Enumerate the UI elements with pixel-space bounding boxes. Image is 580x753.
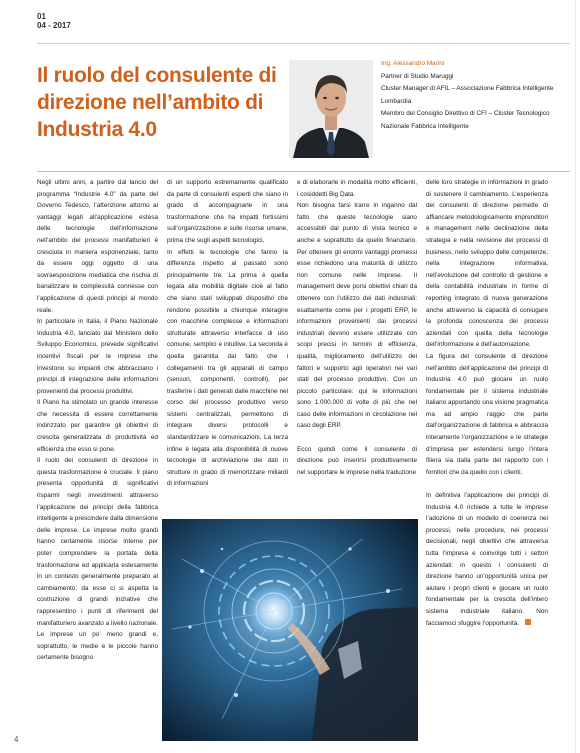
text-column-4: [426, 177, 548, 629]
author-info: [381, 58, 566, 133]
author-portrait-graphic: [289, 60, 373, 158]
issue-date: 04 - 2017: [37, 21, 71, 30]
page-number: 4: [14, 735, 19, 744]
paragraph: delle loro strategie in informazioni in grado di sostenere il cambiamento. L’esperienza dei consulenti di direzione permette di affiancare metodologicamente imprenditori e management nelle declinazione della strategia e nella revisione dei processi di business, nello sviluppo delle competenze, nella integrazione informativa, nell’evoluzione del controllo di gestione e della contabilità industriale in forme di reporting integrato di nuova generazione anche attraverso la capacità di coniugare la profonda conoscenza dei processi aziendali con quella della tecnologie dell’informazione e dell’automazione.: [426, 179, 548, 349]
paragraph: Il ruolo dei consulenti di direzione in questa trasformazione è cruciale. Il piano presenta opportunità di significativi risparmi negli investimenti attraverso l’applicazione dei principi della fabbrica intelligente a prescindere dalla dimensione delle imprese. Le imprese molto grandi hanno certamente risorse interne per poter comprendere la portata della trasformazione ed applicarla estesamente in un contesto generalmente preparato al cambiamento: da esse ci si aspetta la costruzione di grandi iniziative che rappresentino i punti di riferimenti del manifatturiero avanzato a livello nazionale. Le imprese un po’ meno grandi e, soprattutto, le medie e le piccole hanno certamente bisogno: [37, 457, 158, 662]
paragraph-final: [426, 490, 548, 629]
header-divider: [37, 43, 570, 44]
text-column-3: [297, 177, 417, 478]
paragraph: In particolare in Italia, il Piano Nazionale Industria 4.0, lanciato dal Ministero dello Sviluppo Economico, prevede significativi incentivi fiscali per le imprese che investono su impianti che abbracciano i principi di integrazione delle informazioni provenienti dai processi produttivi.: [37, 318, 158, 395]
article-photo: [162, 519, 418, 741]
issue-info: [37, 12, 71, 30]
section-divider: [37, 171, 570, 172]
paragraph: di un supporto estremamente qualificato da parte di consulenti esperti che siano in grado di accompagnarle in una trasformazione che ha impatti fortissimi sull’organizzazione e sulle risorse umane, prima che sugli aspetti tecnologici.: [167, 179, 288, 244]
paragraph: e di elaborarle in modalità molto efficienti, i cosiddetti Big Data.: [297, 179, 417, 198]
paragraph: Il Piano ha stimolato un grande interesse che necessita di essere correttamente indirizzato per garantire gli obiettivi di crescita generalizzata di produttività ed efficienza che esso si pone.: [37, 399, 158, 453]
text-column-2: [167, 177, 288, 490]
author-role: Partner di Studio Maruggi: [381, 72, 454, 80]
paragraph: Negli ultimi anni, a partire dal lancio del programma “Industrie 4.0” da parte del Governo Tedesco, l’attenzione attorno ai vantaggi legati all’applicazione estesa delle tecnologie dell’informazione nell’ambito dei processi manifatturieri è cresciuta in maniera esponenziale, tanto da essere oggi oggetto di una sovraesposizione mediatica che rischia di banalizzare le complessità connesse con l’applicazione di questi principi al mondo reale.: [37, 179, 158, 314]
paragraph: Ecco quindi come il consulente di direzione può inserirsi produttivamente nel supportare le imprese nella traduzione: [297, 445, 417, 476]
paragraph-text: In definitiva l’applicazione dei principi di Industria 4.0 richiede a tutte le imprese l’adozione di un modello di coerenza nei processi, nelle procedure, nei processi decisionali, negli obiettivi che attraversa tutta l’impresa e coinvolge tutti i settori aziendali: in questo i consulenti di direzione hanno un’opportunità unica per aiutare i propri clienti e giocare un ruolo fondamentale per la crescita dell’intero sistema industriale italiano. Non facciamoci sfuggire l’opportunità.: [426, 492, 548, 627]
issue-number: 01: [37, 12, 46, 21]
paragraph: In effetti le tecnologie che fanno la differenza rispetto al passato sono principalmente tre. La prima è quella legata alla mobilità digitale cioè al fatto che siano stati sviluppati dispositivi che rendono possibile a chiunque interagire con macchine complesse e informazioni strutturate attraverso interfacce di uso comune, semplici e intuitive. La seconda è quella garantita dal fatto che i collegamenti tra gli apparati di campo (sensori, componenti, controlli), per trasferire i dati generati dalle macchine nel corso del processo produttivo verso sistemi centralizzati, permettono di integrare diversi protocolli e standardizzare le comunicazioni. La terza infine è legata alla disponibilità di nuove tecnologie di archiviazione dei dati in strutture in grado di memorizzare miliardi di informazioni: [167, 248, 288, 488]
page-edge-line: [575, 0, 576, 753]
paragraph: La figura del consulente di direzione nell’ambito dell’applicazione dei principi di Industria 4.0 può giocare un ruolo fondamentale per il sistema industriale italiano apportando una visione pragmatica ma ad ampio raggio che parte dall’organizzazione di fabbrica e abbraccia interamente l’organizzazione e le strategie d’impresa per estendersi lungo l’intera filiera sia dalla parte del rapporto con i fornitori che da quello con i clienti.: [426, 352, 548, 476]
author-portrait: [289, 60, 373, 158]
digital-interface-illustration: [162, 519, 418, 741]
author-role: Membro del Consiglio Direttivo di CFI – Cluster Tecnologico Nazionale Fabbrica Intelligente: [381, 110, 550, 130]
paragraph: Non bisogna farsi trarre in inganno dal fatto che queste tecnologie siano accessibili dal punto di vista tecnico e anche e soprattutto da quello finanziario. Per ottenere gli enormi vantaggi promessi esse richiedono una maturità di utilizzo non comune nelle imprese. Il management deve porsi obiettivi chiari da ottenere con l’utilizzo dei dati industriali: esattamente come per i progetti ERP, le informazioni provenienti dai processi industriali devono essere utilizzate con scopi precisi in termini di efficienza, qualità, miglioramento dell’utilizzo dei fattori e supporto agli operatori nei vari stati del processo produttivo. Con un piccolo particolare: qui le informazioni sono 1.000.000 di volte di più che nel caso delle informazioni in circolazione nel caso degli ERP.: [297, 202, 417, 430]
text-column-1: [37, 177, 158, 664]
article-title: Il ruolo del consulente di direzione nell’ambito di Industria 4.0: [37, 64, 277, 141]
author-role: Cluster Manager di AFIL – Associazione Fabbrica Intelligente Lombardia: [381, 85, 554, 105]
author-name: Ing. Alessandro Marini: [381, 60, 445, 67]
end-of-article-mark: [525, 619, 531, 625]
